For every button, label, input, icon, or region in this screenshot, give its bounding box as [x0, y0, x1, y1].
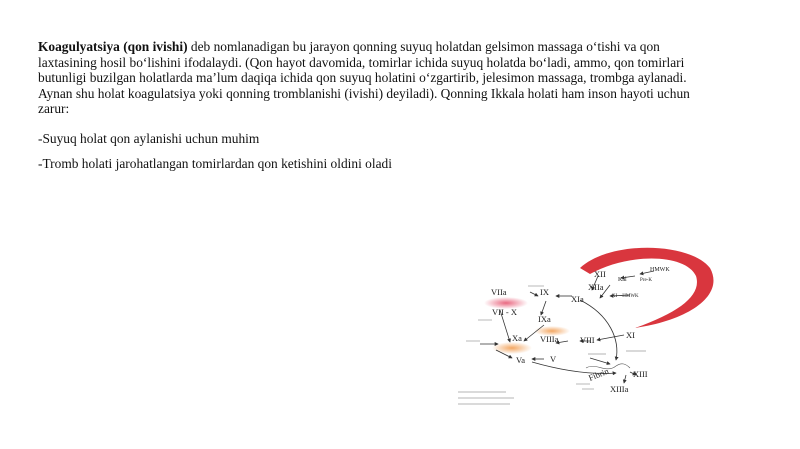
factor-ixa: IXa — [538, 314, 551, 324]
factor-xa: Xa — [512, 333, 522, 343]
factor-fibrin: Fibrin — [587, 365, 611, 383]
factor-xiiia: XIIIa — [610, 384, 629, 394]
bullet-thrombus-state: -Tromb holati jarohatlangan tomirlardan qon ketishini oldini oladi — [38, 156, 392, 171]
factor-xi-hmwk: XI—HMWK — [612, 294, 639, 299]
factor-viia: VIIa — [491, 287, 507, 297]
bullet-liquid-state: -Suyuq holat qon aylanishi uchun muhim — [38, 131, 260, 146]
factor-v: V — [550, 354, 557, 364]
diagram-caption — [458, 392, 514, 404]
factor-vii-x: VII - X — [492, 307, 518, 317]
factor-va: Va — [516, 355, 525, 365]
factor-xiia: XIIa — [588, 282, 604, 292]
factor-xiii: XIII — [633, 369, 648, 379]
factor-viiia: VIIIa — [540, 334, 559, 344]
coagulation-cascade-diagram — [440, 240, 740, 415]
factor-xi: XI — [626, 330, 635, 340]
intro-paragraph — [38, 39, 718, 117]
factor-hmwk-top: HMWK — [650, 267, 670, 273]
factor-prekal: Pre-K — [640, 278, 652, 283]
fibrin-strand — [586, 364, 630, 369]
factor-xii: XII — [594, 269, 606, 279]
paragraph-body: deb nomlanadigan bu jarayon qonning suyuq holatdan gelsimon massaga o‘tishi va qon laxtasining hosil bo‘lishini ifodalaydi. (Qon hayot davomida, tomirlar ichida suyuq holatda bo‘ladi, ammo, qon tomirlari butunligi buzilgan holatlarda ma’lum daqiqa ichida qon suyuq holatini o‘zgartirib, jelesimon massaga, trombga aylanadi. Aynan shu holat koagulatsiya yoki qonning tromblanishi (ivishi) deyiladi). Qonning Ikkala holati ham inson hayoti uchun zarur: — [38, 39, 690, 117]
term-heading: Koagulyatsiya (qon ivishi) — [38, 39, 188, 54]
factor-kal: Kal — [618, 277, 627, 283]
factor-ix: IX — [540, 287, 549, 297]
factor-viii: VIII — [580, 335, 595, 345]
factor-xia: XIa — [571, 294, 584, 304]
